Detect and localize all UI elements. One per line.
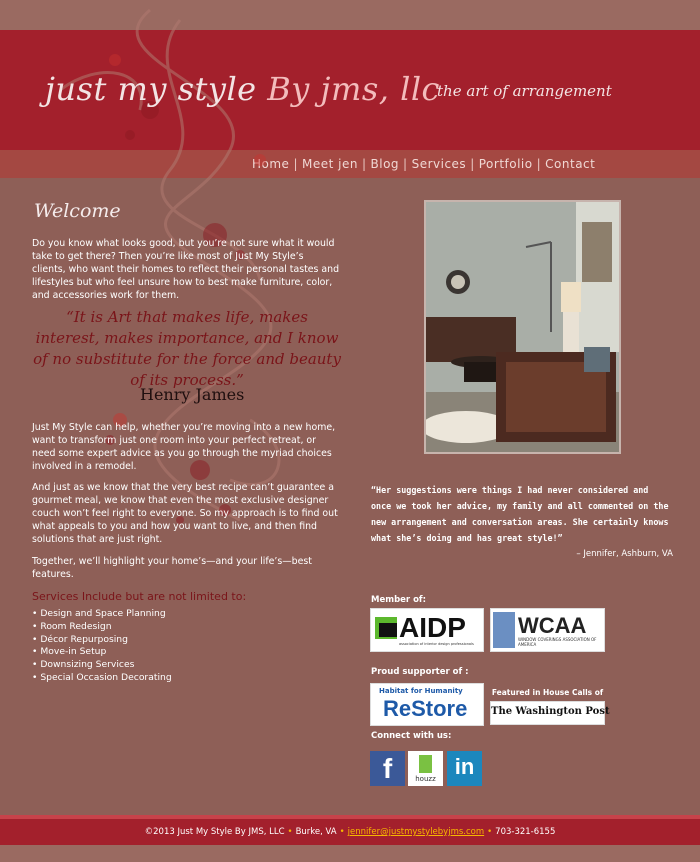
footer-location: Burke, VA	[295, 827, 337, 837]
list-item: • Special Occasion Decorating	[32, 672, 172, 685]
living-room-photo	[424, 200, 621, 454]
quote-text: “It is Art that makes life, makes interest, makes importance, and I know of no substitute for the force and beauty of its process.”	[33, 308, 341, 389]
site-logo[interactable]	[45, 70, 440, 108]
site-tagline: the art of arrangement	[437, 82, 612, 100]
footer-bullet: •	[339, 827, 345, 837]
services-title: Services Include but are not limited to:	[32, 590, 247, 603]
footer-bullet: •	[287, 827, 293, 837]
list-item: • Move-in Setup	[32, 646, 172, 659]
services-list	[32, 608, 172, 685]
connect-label: Connect with us:	[371, 731, 452, 741]
washington-post-logo[interactable]	[490, 701, 610, 725]
member-label: Member of:	[371, 595, 427, 605]
habitat-restore-logo[interactable]	[370, 683, 484, 726]
welcome-heading: Welcome	[34, 200, 121, 222]
list-item: • Downsizing Services	[32, 659, 172, 672]
habitat-text: Habitat for Humanity	[379, 687, 463, 695]
wcaa-logo[interactable]	[490, 608, 605, 652]
houzz-mark	[419, 755, 432, 773]
houzz-icon[interactable]	[408, 751, 443, 786]
nav-separator: |	[403, 157, 408, 171]
nav-meet-jen[interactable]: Meet jen	[301, 157, 358, 171]
list-item: • Décor Repurposing	[32, 634, 172, 647]
supporter-label: Proud supporter of :	[371, 667, 469, 677]
wcaa-text: WCAA	[518, 613, 587, 638]
nav-separator: |	[470, 157, 475, 171]
wcaa-subtext: WINDOW COVERINGS ASSOCIATION OF AMERICA	[518, 637, 597, 647]
paragraph-2: Just My Style can help, whether you’re moving into a new home, want to transform just one room into your perfect retreat, or need some expert advice as you go through the myriad choices involved in a remodel.	[32, 422, 336, 472]
footer-phone: 703-321-6155	[495, 827, 556, 837]
aidp-mark-inner	[379, 623, 397, 637]
footer-copyright: ©2013 Just My Style By JMS, LLC	[144, 827, 285, 837]
logo-by: By jms, llc	[256, 70, 440, 108]
aidp-subtext: association of interior design professionals	[399, 642, 474, 646]
paragraph-4: Together, we’ll highlight your home’s—and your life’s—best features.	[32, 556, 312, 580]
aidp-logo[interactable]	[370, 608, 484, 652]
nav-separator: |	[293, 157, 298, 171]
nav-separator: |	[361, 157, 367, 171]
footer-bullet: •	[487, 827, 493, 837]
nav-services[interactable]: Services	[411, 157, 467, 171]
nav-blog[interactable]: Blog	[370, 157, 400, 171]
intro-paragraph: Do you know what looks good, but you’re not sure what it would take to get there? Then you’re like most of Just My Style’s clients, who want their homes to reflect their personal tastes and lifestyles but who feel unsure how to best make furniture, color, and accessories work for them.	[32, 238, 340, 301]
nav-portfolio[interactable]: Portfolio	[478, 157, 533, 171]
living-room-illustration	[426, 202, 619, 452]
facebook-glyph: f	[382, 753, 393, 784]
nav-home[interactable]: Home	[252, 157, 290, 171]
list-item: • Design and Space Planning	[32, 608, 172, 621]
restore-text: ReStore	[383, 696, 468, 721]
nav-contact[interactable]: Contact	[545, 157, 596, 171]
paragraph-3: And just as we know that the very best recipe can’t guarantee a gourmet meal, we know that even the most exclusive designer couch won’t feel right to everyone. So my approach is to find out what appeals to you and how you want to live, and then find solutions that are just right.	[32, 482, 338, 545]
houzz-text: houzz	[415, 775, 436, 783]
footer	[0, 819, 700, 845]
quote-author: Henry James	[140, 385, 245, 404]
featured-label: Featured in House Calls of	[491, 688, 604, 697]
wcaa-mark-icon	[493, 612, 515, 648]
testimonial-credit: – Jennifer, Ashburn, VA	[576, 549, 673, 559]
testimonial-quote: “Her suggestions were things I had never considered and once we took her advice, my family and all commented on the new arrangement and conversation areas. She certainly knows what she’s doing and has great style!”	[371, 485, 669, 543]
wapo-text: The Washington Post	[491, 706, 610, 717]
nav-separator: |	[536, 157, 542, 171]
linkedin-glyph: in	[454, 754, 475, 779]
facebook-icon[interactable]	[370, 751, 405, 786]
aidp-text: AIDP	[399, 612, 466, 643]
bottom-strip	[0, 845, 700, 862]
logo-main: just my style	[45, 70, 257, 108]
linkedin-icon[interactable]	[447, 751, 482, 786]
footer-email-link[interactable]: jennifer@justmystylebyjms.com	[347, 827, 485, 837]
list-item: • Room Redesign	[32, 621, 172, 634]
